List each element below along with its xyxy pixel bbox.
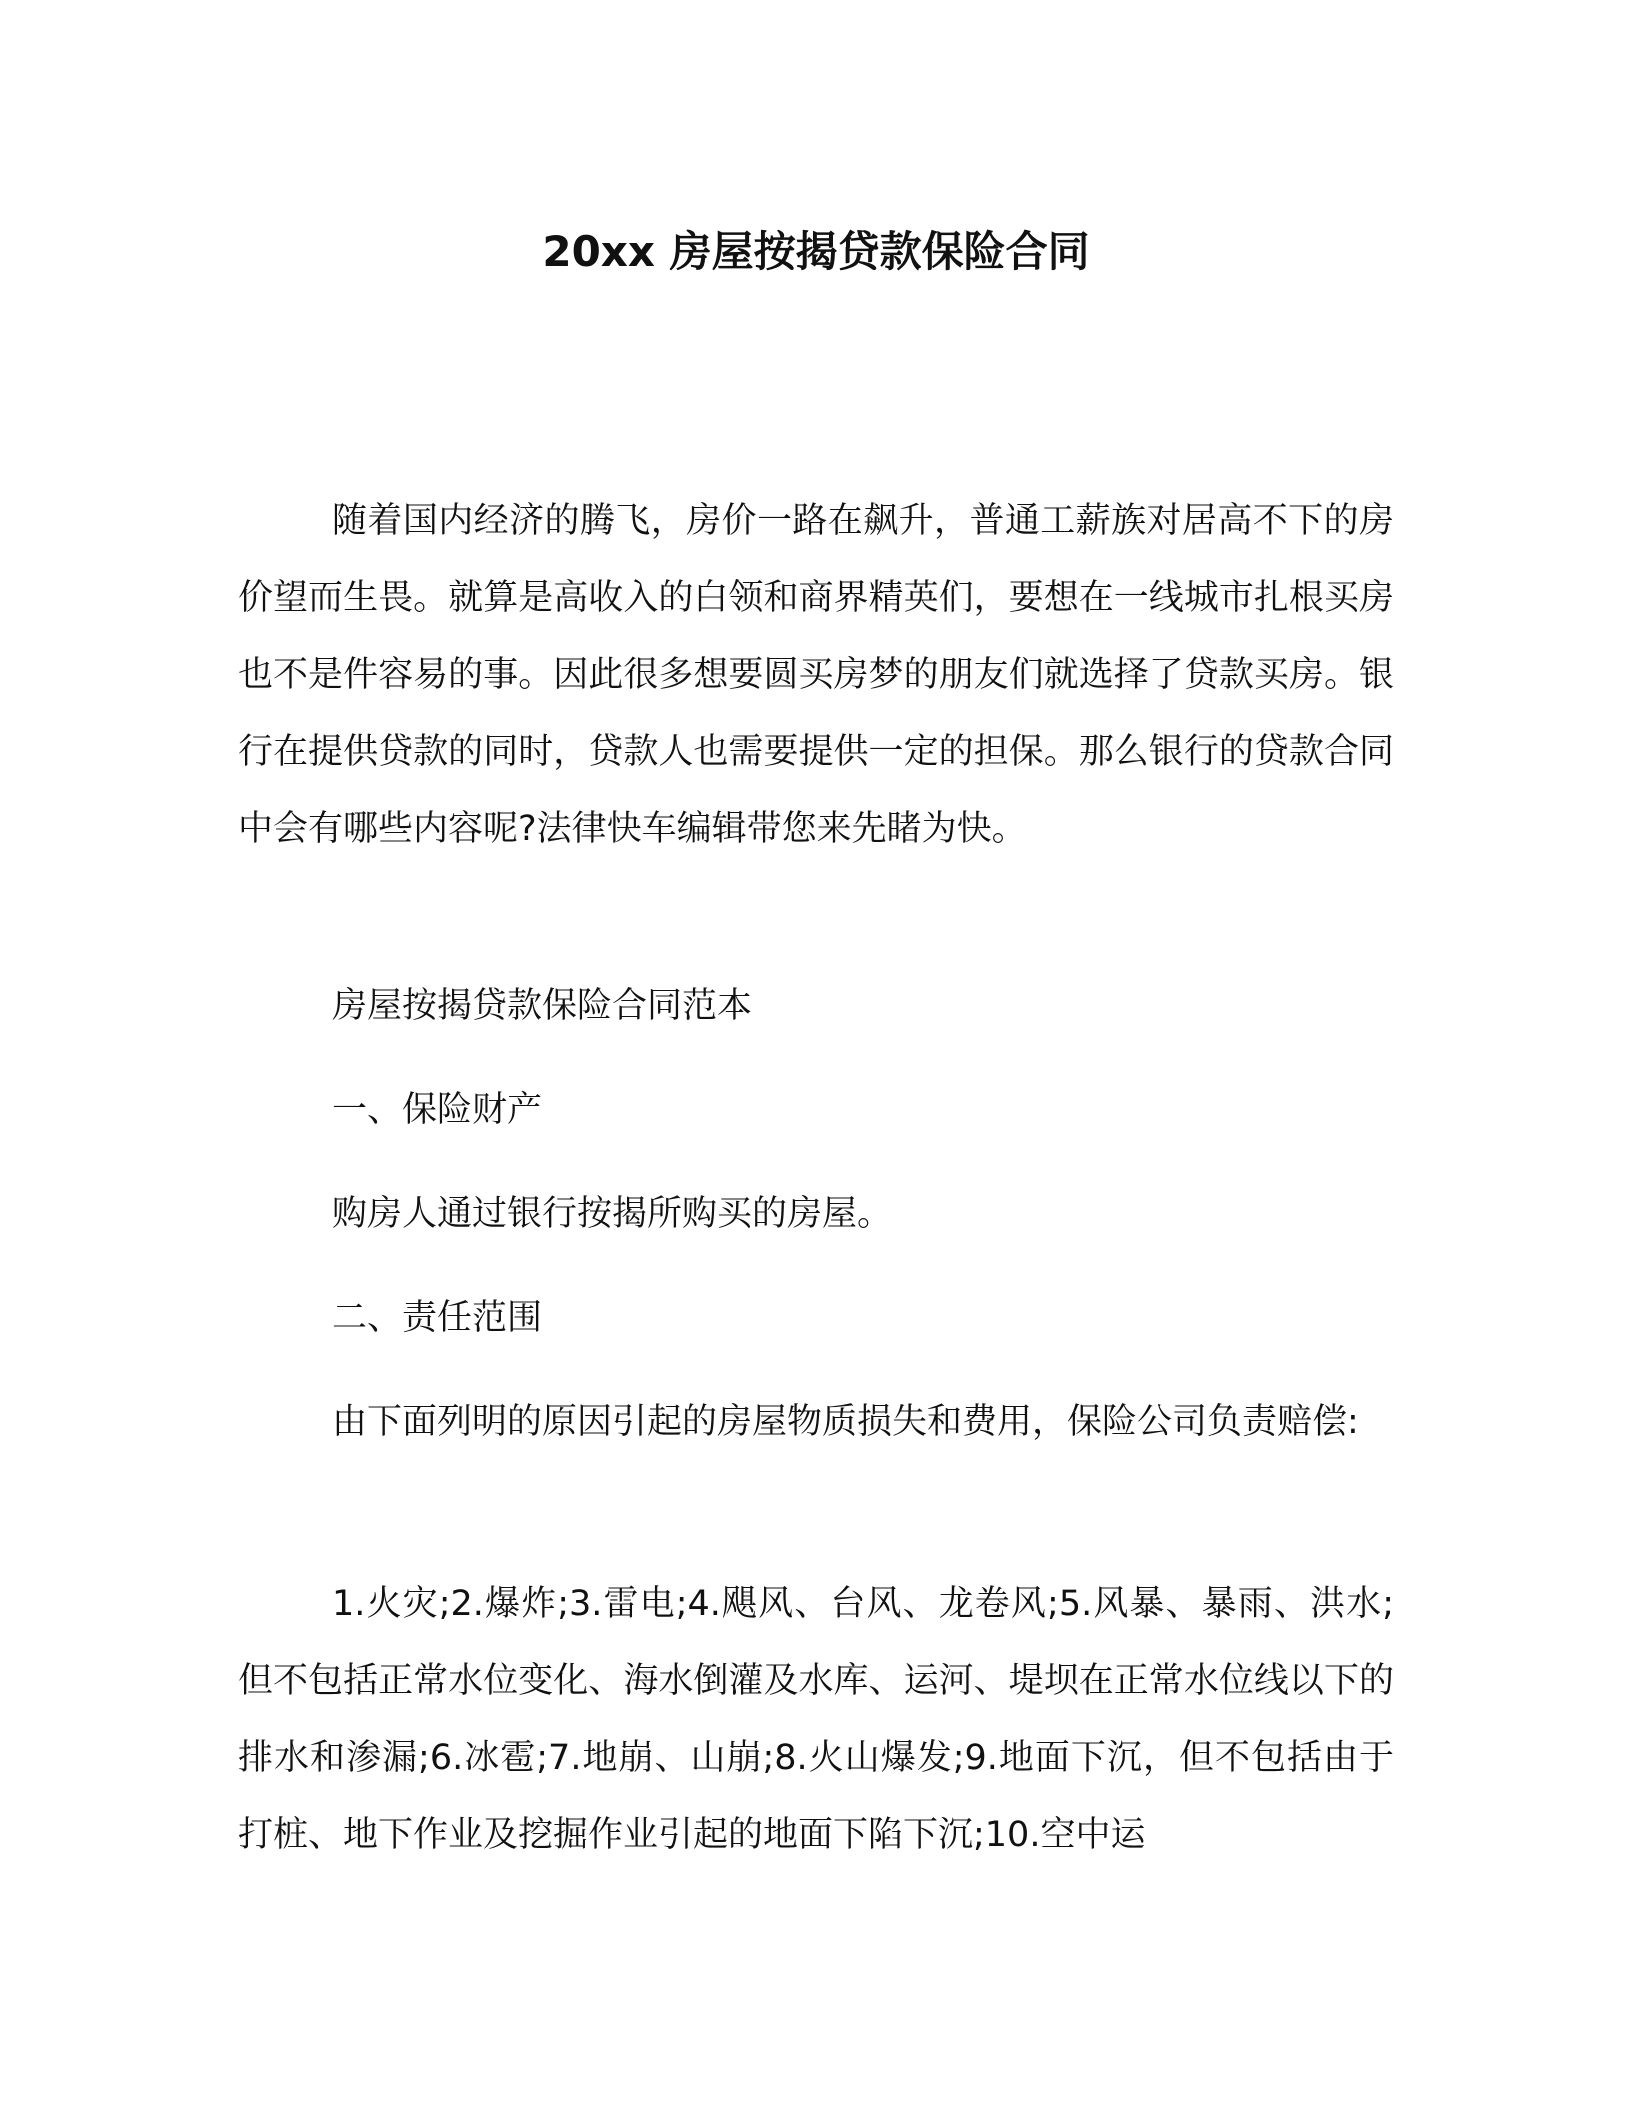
section-heading-liability-scope: 二、责任范围: [332, 1298, 543, 1338]
section-body-liability-scope: 由下面列明的原因引起的房屋物质损失和费用，保险公司负责赔偿:: [332, 1402, 1359, 1442]
section-heading-insured-property: 一、保险财产: [332, 1090, 543, 1130]
document-title: 20xx 房屋按揭贷款保险合同: [542, 227, 1090, 276]
section-body-insured-property: 购房人通过银行按揭所购买的房屋。: [332, 1194, 893, 1234]
contract-subtitle: 房屋按揭贷款保险合同范本: [332, 986, 753, 1026]
covered-causes-list: 1.火灾;2.爆炸;3.雷电;4.飓风、台风、龙卷风;5.风暴、暴雨、洪水;但不包括正常水位变化、海水倒灌及水库、运河、堤坝在正常水位线以下的排水和渗漏;6.冰雹;7.地崩、山崩;8.火山爆发;9.地面下沉，但不包括由于打桩、地下作业及挖掘作业引起的地面下陷下沉;10.空中运: [238, 1584, 1394, 1855]
intro-paragraph: 随着国内经济的腾飞，房价一路在飙升，普通工薪族对居高不下的房价望而生畏。就算是高收入的白领和商界精英们，要想在一线城市扎根买房也不是件容易的事。因此很多想要圆买房梦的朋友们就选择了贷款买房。银行在提供贷款的同时，贷款人也需要提供一定的担保。那么银行的贷款合同中会有哪些内容呢?法律快车编辑带您来先睹为快。: [238, 501, 1394, 849]
